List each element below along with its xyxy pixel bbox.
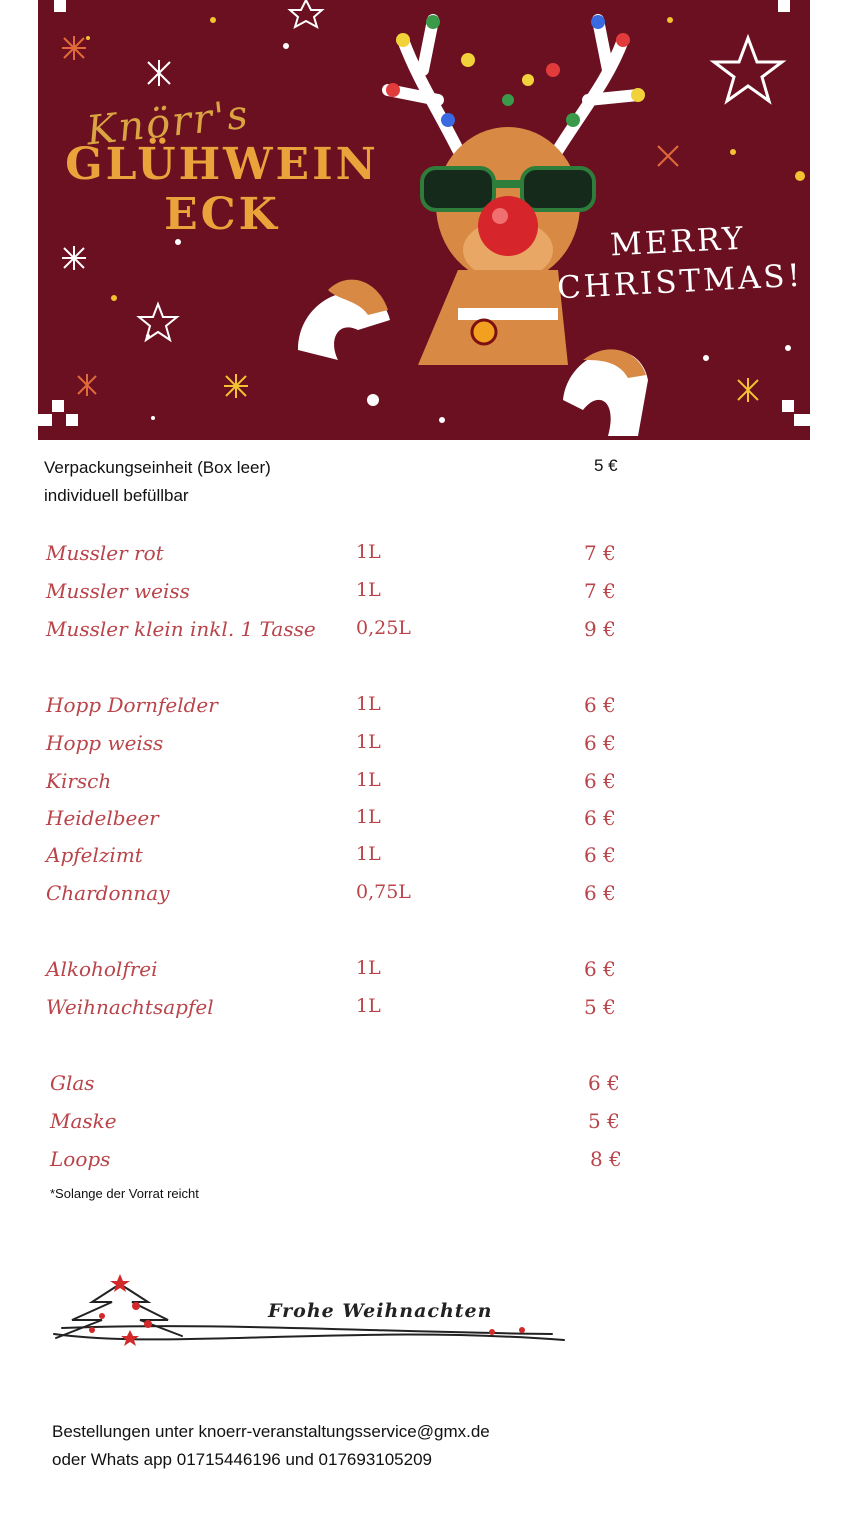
item-price: 9 € <box>584 617 616 641</box>
stock-footnote: *Solange der Vorrat reicht <box>50 1186 199 1201</box>
greeting-text: Frohe Weihnachten <box>268 1300 493 1322</box>
item-quantity: 1L <box>356 693 381 715</box>
item-name: Hopp Dornfelder <box>46 693 218 717</box>
item-name: Heidelbeer <box>46 806 159 830</box>
item-name: Mussler rot <box>46 541 164 565</box>
brand-title-line1: GLÜHWEIN <box>65 139 379 190</box>
item-name: Maske <box>50 1109 117 1133</box>
item-price: 6 € <box>584 806 616 830</box>
item-name: Weihnachtsapfel <box>46 995 214 1019</box>
item-price: 6 € <box>584 769 616 793</box>
item-name: Kirsch <box>46 769 112 793</box>
item-price: 6 € <box>584 957 616 981</box>
merry-line2: CHRISTMAS! <box>556 257 804 307</box>
item-quantity: 1L <box>356 843 381 865</box>
list-item <box>0 541 843 571</box>
item-name: Glas <box>50 1071 95 1095</box>
list-item <box>0 843 843 873</box>
box-description-line2: individuell befüllbar <box>44 486 189 505</box>
item-price: 7 € <box>584 579 616 603</box>
list-item <box>0 693 843 723</box>
brand-title <box>52 140 392 240</box>
brand-title-line2: ECK <box>164 189 280 240</box>
item-quantity: 1L <box>356 769 381 791</box>
item-price: 6 € <box>584 693 616 717</box>
brand-script-title: Knörr's <box>84 91 252 155</box>
item-price: 6 € <box>588 1071 620 1095</box>
list-item <box>0 769 843 799</box>
item-price: 6 € <box>584 843 616 867</box>
item-name: Mussler weiss <box>46 579 190 603</box>
list-item <box>0 731 843 761</box>
item-quantity: 0,75L <box>356 881 411 903</box>
merry-christmas-text <box>546 215 810 309</box>
list-item <box>0 806 843 836</box>
item-price: 5 € <box>584 995 616 1019</box>
list-item <box>0 1071 843 1101</box>
item-name: Apfelzimt <box>46 843 143 867</box>
item-name: Chardonnay <box>46 881 170 905</box>
list-item <box>0 1147 843 1177</box>
box-description-line1: Verpackungseinheit (Box leer) <box>44 458 271 477</box>
item-price: 8 € <box>590 1147 622 1171</box>
header-banner <box>38 0 810 440</box>
list-item <box>0 617 843 647</box>
item-quantity: 1L <box>356 579 381 601</box>
item-quantity: 0,25L <box>356 617 411 639</box>
list-item <box>0 1109 843 1139</box>
list-item <box>0 957 843 987</box>
item-quantity: 1L <box>356 541 381 563</box>
item-price: 7 € <box>584 541 616 565</box>
item-quantity: 1L <box>356 731 381 753</box>
item-quantity: 1L <box>356 957 381 979</box>
item-name: Alkoholfrei <box>46 957 158 981</box>
list-item <box>0 995 843 1025</box>
list-item <box>0 881 843 911</box>
item-price: 5 € <box>588 1109 620 1133</box>
item-quantity: 1L <box>356 995 381 1017</box>
contact-line2: oder Whats app 01715446196 und 017693105209 <box>52 1450 433 1469</box>
item-name: Hopp weiss <box>46 731 164 755</box>
item-price: 6 € <box>584 731 616 755</box>
merry-line1: MERRY <box>609 220 747 264</box>
list-item <box>0 579 843 609</box>
item-name: Loops <box>50 1147 111 1171</box>
item-quantity: 1L <box>356 806 381 828</box>
item-price: 6 € <box>584 881 616 905</box>
item-name: Mussler klein inkl. 1 Tasse <box>46 617 316 641</box>
contact-line1: Bestellungen unter knoerr-veranstaltungsservice@gmx.de <box>52 1422 490 1441</box>
box-price: 5 € <box>594 456 618 475</box>
